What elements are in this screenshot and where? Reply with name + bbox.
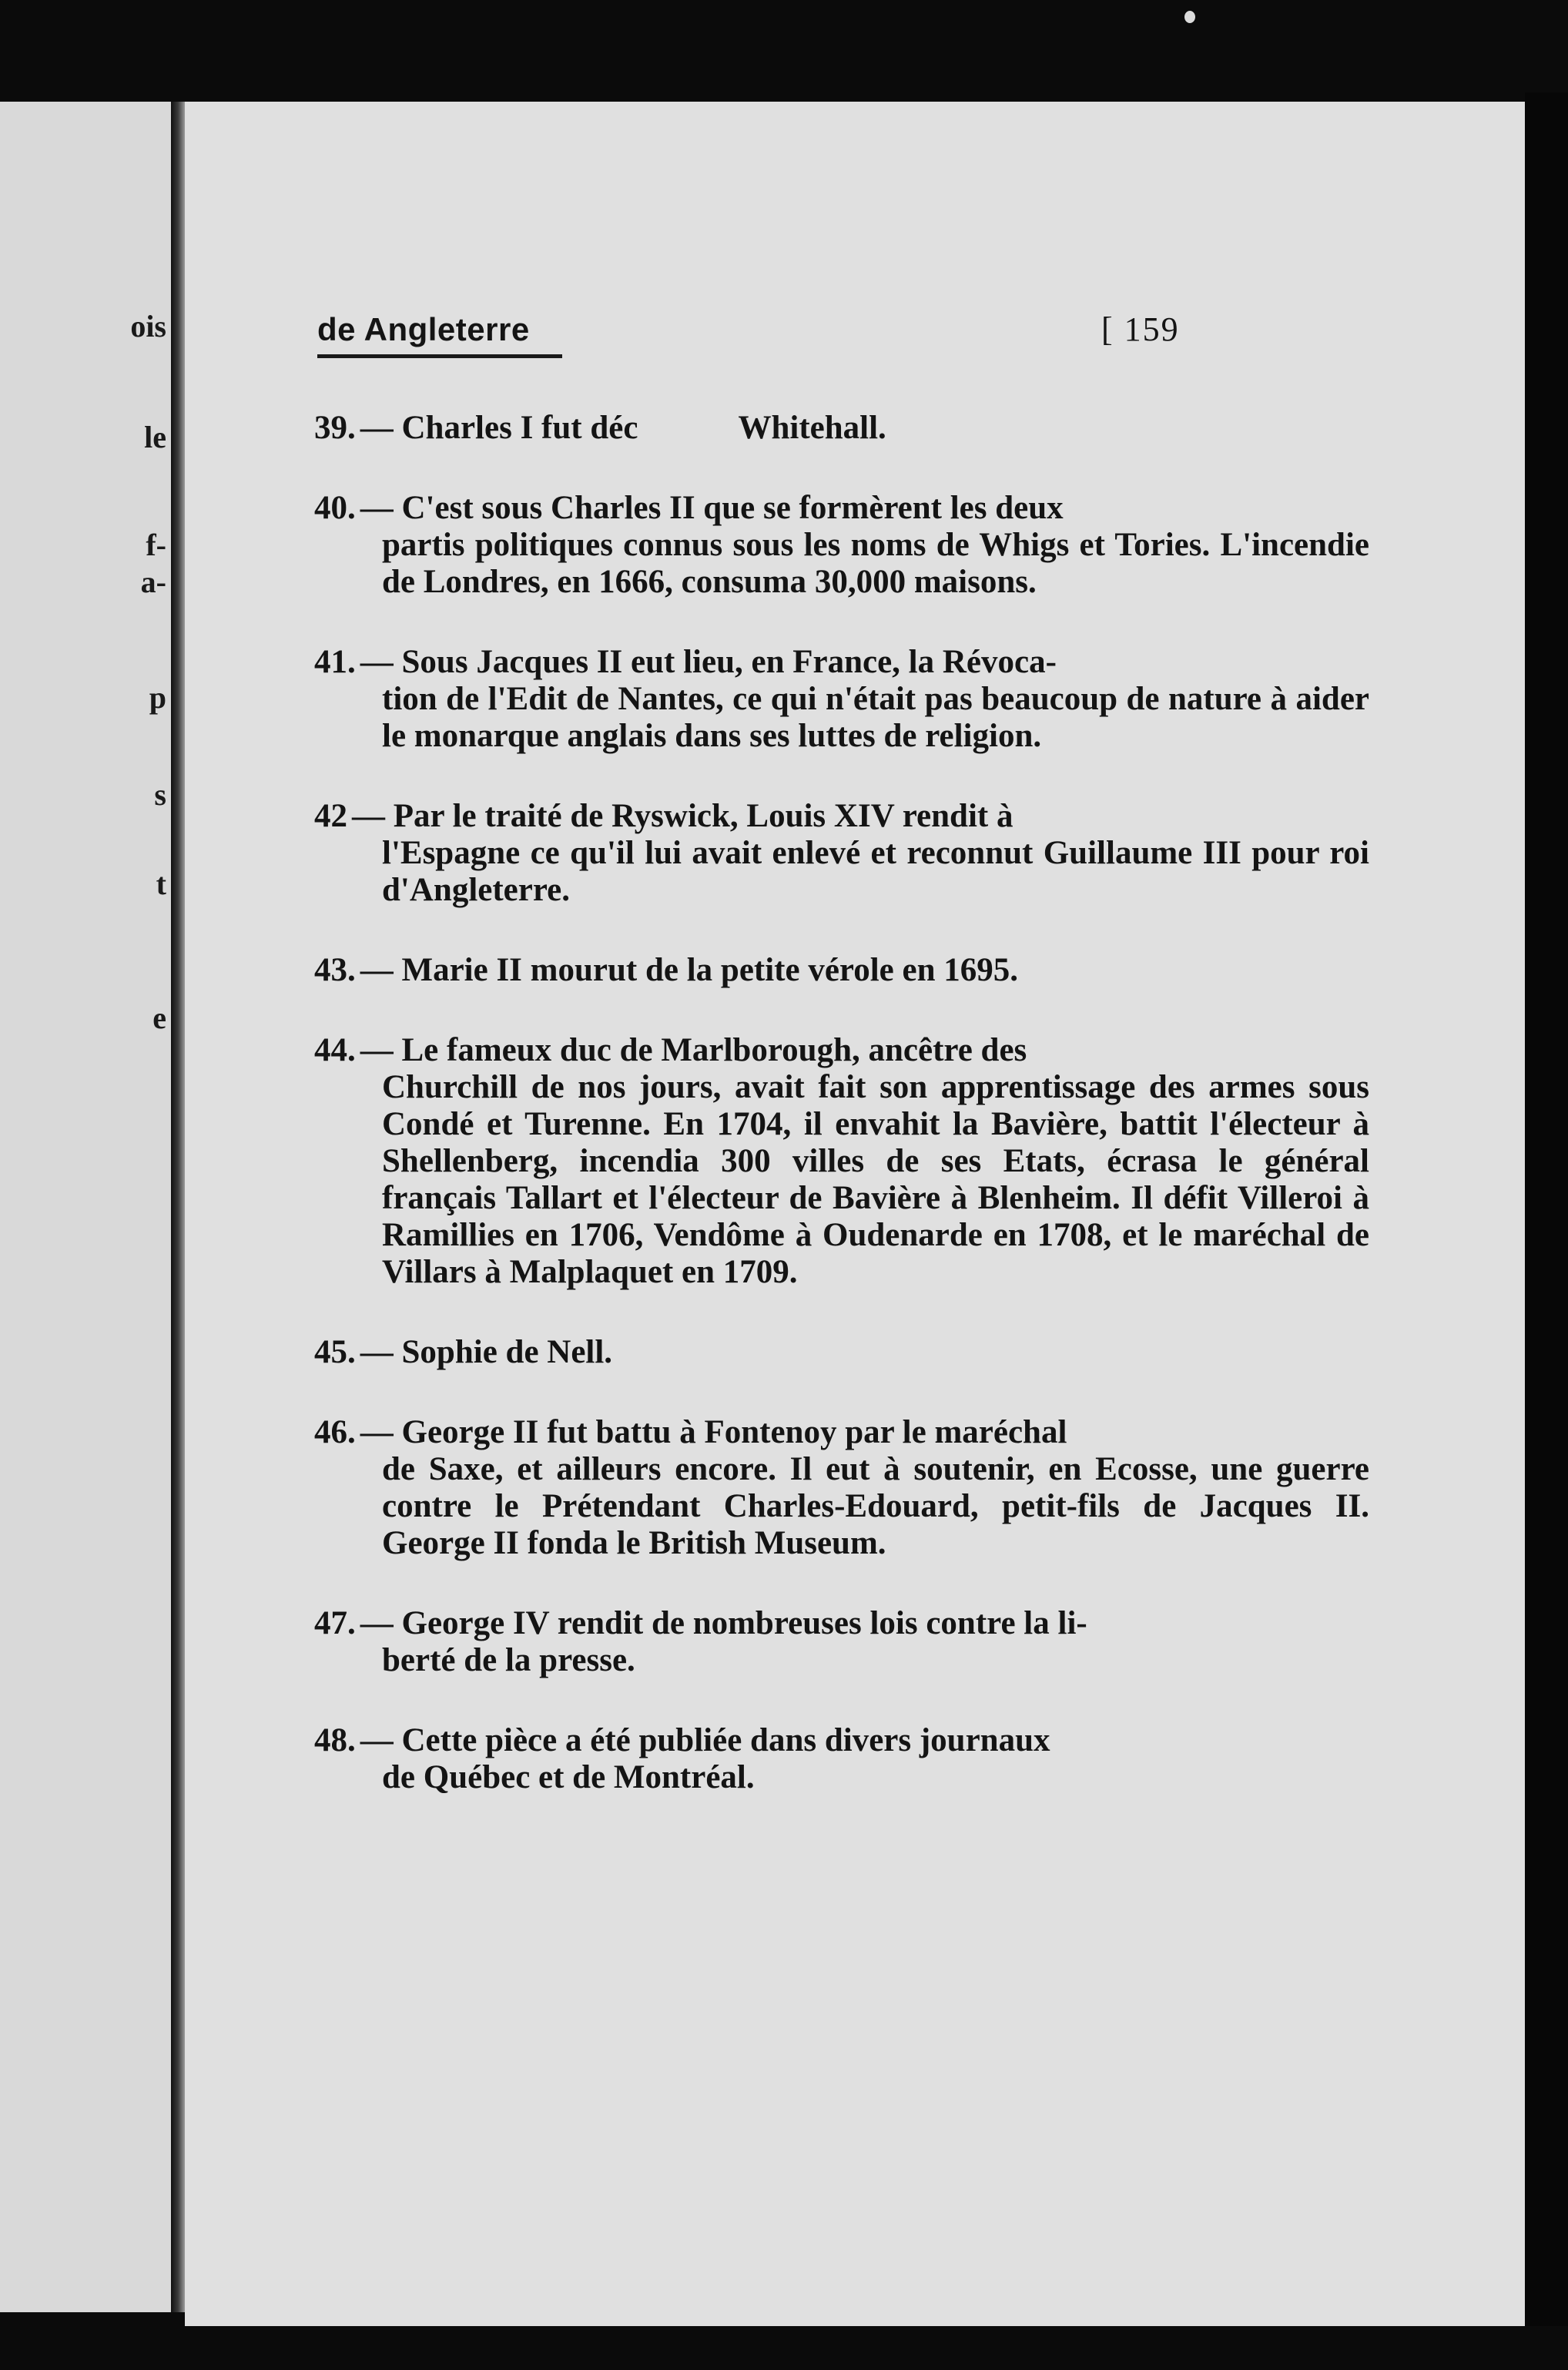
left-fragment: le bbox=[144, 420, 166, 454]
note-41 bbox=[314, 644, 1369, 755]
note-text: partis politiques connus sous les noms de Whigs et Tories. L'incendie de Londres, en 1666, consuma 30,000 maisons. bbox=[382, 527, 1369, 600]
note-first-line: — Sous Jacques II eut lieu, en France, la Révoca- bbox=[360, 644, 1057, 680]
note-number: 43. bbox=[314, 952, 356, 988]
note-first-line: — Charles I fut déc bbox=[360, 410, 638, 446]
note-text: Whitehall. bbox=[738, 410, 886, 446]
note-47 bbox=[314, 1605, 1369, 1679]
note-39 bbox=[314, 410, 1369, 447]
left-page-edge bbox=[0, 102, 171, 2312]
note-first-line: — George II fut battu à Fontenoy par le maréchal bbox=[360, 1414, 1067, 1450]
note-text: berté de la presse. bbox=[382, 1642, 635, 1678]
note-text: tion de l'Edit de Nantes, ce qui n'était pas beaucoup de nature à aider le monarque anglais dans ses luttes de religion. bbox=[382, 681, 1369, 754]
note-first-line: — Le fameux duc de Marlborough, ancêtre des bbox=[360, 1032, 1027, 1068]
note-40 bbox=[314, 490, 1369, 601]
page-number: [ 159 bbox=[1101, 310, 1180, 348]
header-rule bbox=[317, 354, 562, 358]
note-46 bbox=[314, 1414, 1369, 1562]
note-text: de Saxe, et ailleurs encore. Il eut à soutenir, en Ecosse, une guerre contre le Prétendant Charles-Edouard, petit-fils de Jacques II. George II fonda le British Museum. bbox=[382, 1451, 1369, 1561]
note-number: 47. bbox=[314, 1605, 356, 1641]
note-number: 41. bbox=[314, 644, 356, 680]
book-gutter bbox=[171, 102, 185, 2312]
note-number: 42 bbox=[314, 798, 347, 834]
running-header: de Angleterre bbox=[317, 311, 530, 347]
note-number: 46. bbox=[314, 1414, 356, 1450]
note-43 bbox=[314, 952, 1369, 989]
note-number: 44. bbox=[314, 1032, 356, 1068]
left-fragment: ois bbox=[130, 309, 166, 344]
note-number: 48. bbox=[314, 1722, 356, 1758]
left-fragment: s bbox=[154, 777, 166, 812]
note-48 bbox=[314, 1722, 1369, 1796]
note-44 bbox=[314, 1032, 1369, 1291]
note-first-line: — Cette pièce a été publiée dans divers journaux bbox=[360, 1722, 1050, 1758]
note-45 bbox=[314, 1334, 1369, 1371]
note-number: 40. bbox=[314, 490, 356, 526]
note-first-line: — C'est sous Charles II que se formèrent les deux bbox=[360, 490, 1064, 526]
left-fragment: t bbox=[156, 867, 166, 901]
left-fragment: a- bbox=[140, 565, 166, 599]
note-first-line: — Par le traité de Ryswick, Louis XIV rendit à bbox=[352, 798, 1014, 834]
note-number: 45. bbox=[314, 1334, 356, 1370]
left-fragment: p bbox=[149, 680, 166, 715]
note-first-line: — Marie II mourut de la petite vérole en 1695. bbox=[360, 952, 1019, 988]
book-page bbox=[185, 102, 1525, 2326]
left-fragment: f- bbox=[146, 528, 166, 562]
note-42 bbox=[314, 798, 1369, 909]
note-first-line: — George IV rendit de nombreuses lois contre la li- bbox=[360, 1605, 1087, 1641]
note-number: 39. bbox=[314, 410, 356, 446]
left-fragment: e bbox=[152, 1001, 166, 1035]
note-first-line: — Sophie de Nell. bbox=[360, 1334, 613, 1370]
note-text: de Québec et de Montréal. bbox=[382, 1759, 755, 1795]
note-text: Churchill de nos jours, avait fait son apprentissage des armes sous Condé et Turenne. En 1704, il envahit la Bavière, battit l'électeur à Shellenberg, incendia 300 villes de ses Etats, écrasa le général français Tallart et l'électeur de Bavière à Blenheim. Il défit Villeroi à Ramillies en 1706, Vendôme à Oudenarde en 1708, et le maréchal de Villars à Malplaquet en 1709. bbox=[382, 1069, 1369, 1290]
page-edge-shadow bbox=[1525, 92, 1568, 2326]
note-text: l'Espagne ce qu'il lui avait enlevé et reconnut Guillaume III pour roi d'Angleterre. bbox=[382, 835, 1369, 908]
notes-list bbox=[314, 410, 1369, 1839]
dust-speck bbox=[1184, 11, 1195, 23]
